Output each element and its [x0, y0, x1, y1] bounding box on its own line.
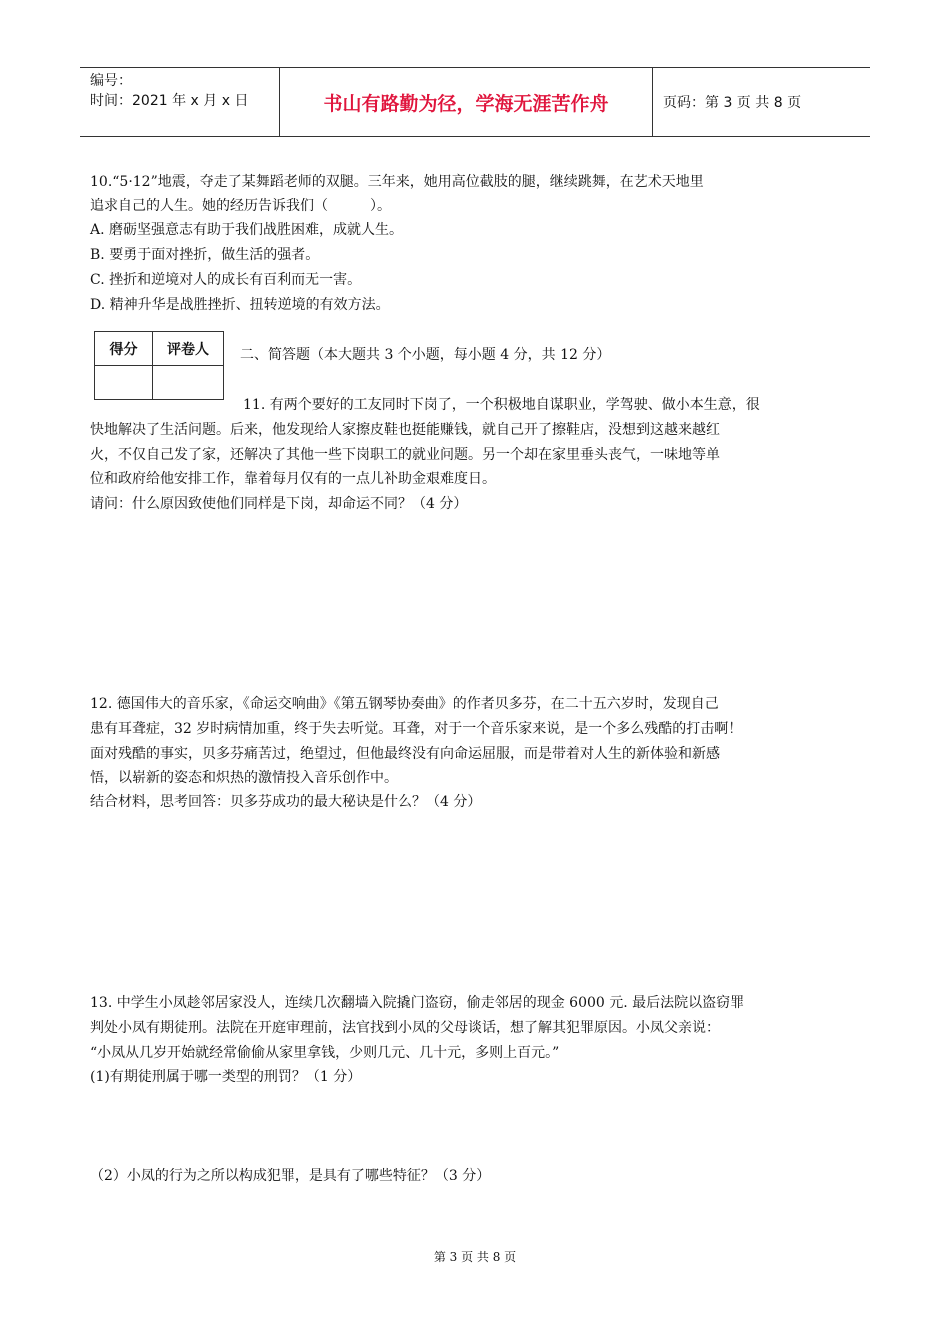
q11-line-4: 位和政府给他安排工作，靠着每月仅有的一点儿补助金艰难度日。 — [90, 471, 496, 487]
q10-option-d: D. 精神升华是战胜挫折、扭转逆境的有效方法。 — [90, 297, 390, 313]
q13-line-3: “小凤从几岁开始就经常偷偷从家里拿钱，少则几元、几十元，多则上百元。” — [90, 1045, 560, 1061]
q13-line-2: 判处小凤有期徒刑。法院在开庭审理前，法官找到小凤的父母谈话，想了解其犯罪原因。小凤父亲说： — [90, 1020, 720, 1036]
q10-line-2: 追求自己的人生。她的经历告诉我们（ ）。 — [90, 198, 391, 214]
page-footer: 第 3 页 共 8 页 — [433, 1250, 517, 1264]
grader-header: 评卷人 — [153, 332, 224, 366]
q11-line-3: 火，不仅自己发了家，还解决了其他一些下岗职工的就业问题。另一个却在家里垂头丧气，一味地等单 — [90, 447, 720, 463]
q11-line-1: 11. 有两个要好的工友同时下岗了，一个积极地自谋职业，学驾驶、做小本生意，很 — [243, 397, 760, 413]
header-meta — [80, 68, 280, 136]
q13-sub-question-1: (1)有期徒刑属于哪一类型的刑罚？（1 分） — [90, 1069, 362, 1085]
score-table — [94, 331, 224, 400]
q12-line-2: 患有耳聋症，32 岁时病情加重，终于失去听觉。耳聋，对于一个音乐家来说，是一个多么残酷的打击啊！ — [90, 721, 743, 737]
q13-line-1: 13. 中学生小凤趁邻居家没人，连续几次翻墙入院撬门盗窃，偷走邻居的现金 6000 元. 最后法院以盗窃罪 — [90, 995, 745, 1011]
section-2-title: 二、简答题（本大题共 3 个小题，每小题 4 分，共 12 分） — [240, 347, 611, 363]
q12-line-1: 12. 德国伟大的音乐家，《命运交响曲》《第五钢琴协奏曲》的作者贝多芬，在二十五六岁时，发现自己 — [90, 696, 719, 712]
q10-option-a: A. 磨砺坚强意志有助于我们战胜困难，成就人生。 — [90, 222, 404, 238]
q12-question: 结合材料，思考回答：贝多芬成功的最大秘诀是什么？（4 分） — [90, 794, 482, 810]
q11-question: 请问：什么原因致使他们同样是下岗，却命运不同？（4 分） — [90, 496, 468, 512]
score-header: 得分 — [95, 332, 153, 366]
q12-line-4: 悟，以崭新的姿态和炽热的激情投入音乐创作中。 — [90, 770, 398, 786]
q12-line-3: 面对残酷的事实，贝多芬痛苦过，绝望过，但他最终没有向命运屈服，而是带着对人生的新体验和新感 — [90, 746, 720, 762]
header-time: 时间：2021 年 x 月 x 日 — [90, 93, 249, 109]
q13-sub-question-2: （2）小凤的行为之所以构成犯罪，是具有了哪些特征？（3 分） — [90, 1168, 491, 1184]
q10-line-1: 10.“5·12”地震，夺走了某舞蹈老师的双腿。三年来，她用高位截肢的腿，继续跳舞，在艺术天地里 — [90, 174, 704, 190]
header-motto: 书山有路勤为径，学海无涯苦作舟 — [323, 92, 609, 115]
header-motto-cell — [280, 68, 653, 136]
grader-cell[interactable] — [153, 366, 224, 400]
page-header — [80, 67, 870, 137]
header-number: 编号： — [90, 73, 132, 89]
q10-option-b: B. 要勇于面对挫折，做生活的强者。 — [90, 247, 320, 263]
header-page-number: 页码：第 3 页 共 8 页 — [663, 95, 802, 111]
q10-option-c: C. 挫折和逆境对人的成长有百利而无一害。 — [90, 272, 362, 288]
score-cell[interactable] — [95, 366, 153, 400]
q11-line-2: 快地解决了生活问题。后来，他发现给人家擦皮鞋也挺能赚钱，就自己开了擦鞋店，没想到这越来越红 — [90, 422, 720, 438]
